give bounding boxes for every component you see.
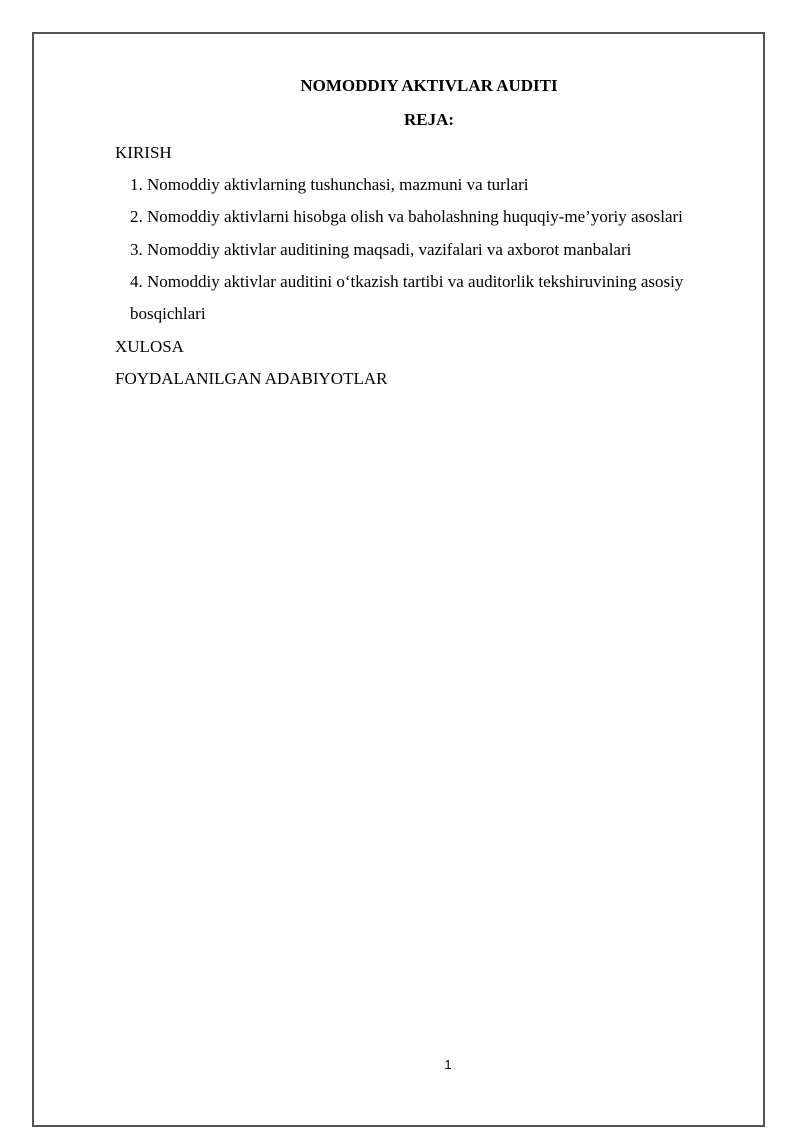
page-border <box>32 32 765 1127</box>
plan-item-2: 2. Nomoddiy aktivlarni hisobga olish va baholashning huquqiy-me’yoriy asoslari <box>130 207 683 226</box>
plan-item-4-continuation: bosqichlari <box>130 304 206 323</box>
plan-item-4: 4. Nomoddiy aktivlar auditini o‘tkazish tartibi va auditorlik tekshiruvining asosiy <box>130 272 684 291</box>
section-intro: KIRISH <box>115 143 172 162</box>
plan-heading: REJA: <box>403 110 455 129</box>
section-references: FOYDALANILGAN ADABIYOTLAR <box>115 369 388 388</box>
section-conclusion: XULOSA <box>115 337 184 356</box>
page-number: 1 <box>444 1057 452 1072</box>
document-title: NOMODDIY AKTIVLAR AUDITI <box>300 76 558 95</box>
plan-item-1: 1. Nomoddiy aktivlarning tushunchasi, mazmuni va turlari <box>130 175 529 194</box>
plan-item-3: 3. Nomoddiy aktivlar auditining maqsadi, vazifalari va axborot manbalari <box>130 240 632 259</box>
